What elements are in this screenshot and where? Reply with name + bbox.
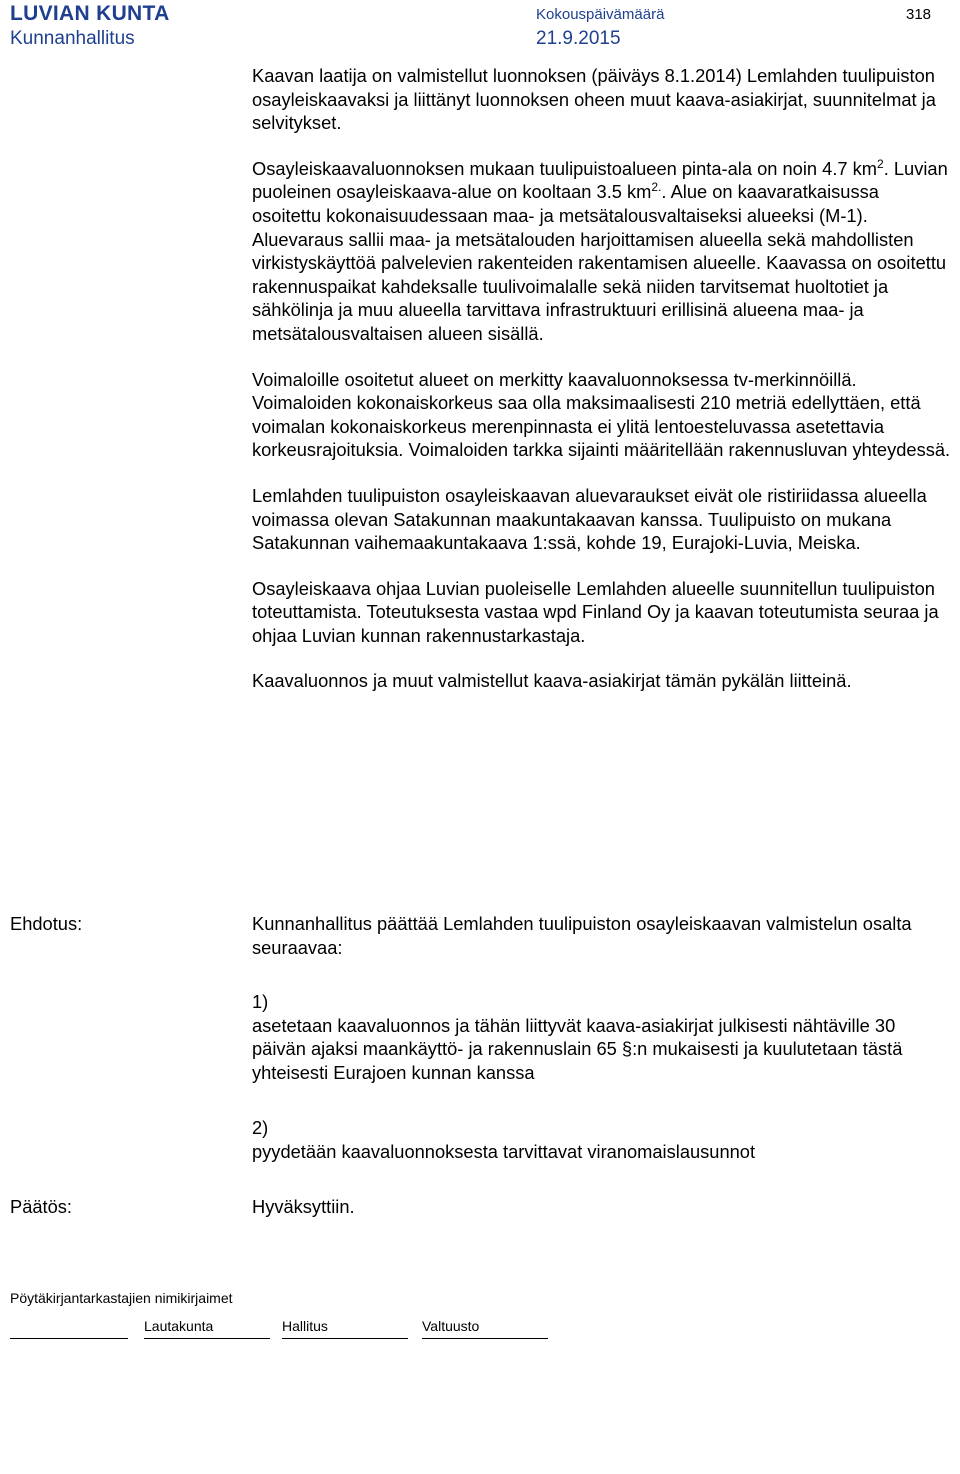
proposal-item-2-text: pyydetään kaavaluonnoksesta tarvittavat viranomaislausunnot <box>252 1140 756 1162</box>
paragraph-attachments: Kaavaluonnos ja muut valmistellut kaava-asiakirjat tämän pykälän liitteinä. <box>252 670 852 692</box>
page-number: 318 <box>906 6 932 23</box>
signature-line-4 <box>422 1338 548 1339</box>
organization-name: LUVIAN KUNTA <box>10 2 170 25</box>
proposal-intro: Kunnanhallitus päättää Lemlahden tuulipuiston osayleiskaavan valmistelun osalta seuraavaa: <box>252 913 912 958</box>
area-text-b: . Luvian puoleinen osayleiskaava-alue on kooltaan 3.5 km <box>252 157 948 203</box>
paragraph-area <box>252 157 952 346</box>
paragraph-regional-plan: Lemlahden tuulipuiston osayleiskaavan aluevaraukset eivät ole ristiriidassa alueella voimassa olevan Satakunnan maakuntakaavan kanssa. Tuulipuisto on mukana Satakunnan vaihemaakuntakaava 1:ssä, kohde 19, Eurajoki-Luvia, Meiska. <box>252 484 927 554</box>
signature-col-council: Valtuusto <box>422 1318 480 1334</box>
area-text-a: Osayleiskaavaluonnoksen mukaan tuulipuistoalueen pinta-ala on noin 4.7 km <box>252 157 878 179</box>
signature-col-government: Hallitus <box>282 1318 328 1334</box>
paragraph-implementation: Osayleiskaava ohjaa Luvian puoleiselle Lemlahden alueelle suunnitellun tuulipuiston toteuttamista. Toteutuksesta vastaa wpd Finland Oy ja kaavan toteutumista seuraa ja ohjaa Luvian kunnan rakennustarkastaja. <box>252 577 939 646</box>
body-name: Kunnanhallitus <box>10 28 135 49</box>
meeting-date-label: Kokouspäivämäärä <box>536 6 665 23</box>
signature-line-2 <box>144 1338 270 1339</box>
decision-label: Päätös: <box>10 1196 72 1217</box>
decision-text <box>252 1195 952 1219</box>
main-content <box>252 64 952 693</box>
signature-col-board: Lautakunta <box>144 1318 214 1334</box>
proposal-item-1-text: asetetaan kaavaluonnos ja tähän liittyvät kaava-asiakirjat julkisesti nähtäville 30 päivän ajaksi maankäyttö- ja rakennuslain 65 §:n mukaisesti ja kuulutetaan tästä yhteisesti Eurajoen kunnan kanssa <box>252 1014 903 1083</box>
paragraph-draft: Kaavan laatija on valmistellut luonnoksen (päiväys 8.1.2014) Lemlahden tuulipuiston osayleiskaavaksi ja liittänyt luonnoksen oheen muut kaava-asiakirjat, suunnitelmat ja selvitykset. <box>252 65 936 134</box>
decision-value: Hyväksyttiin. <box>252 1196 355 1217</box>
signature-title: Pöytäkirjantarkastajien nimikirjaimet <box>10 1290 233 1306</box>
area-sup-2: 2. <box>651 180 662 195</box>
proposal-item-1 <box>252 990 952 1084</box>
signature-line-3 <box>282 1338 408 1339</box>
proposal-item-2-number: 2) <box>252 1117 269 1138</box>
area-sup-1: 2 <box>877 156 884 171</box>
signature-line-1 <box>10 1338 128 1339</box>
proposal-item-2 <box>252 1116 952 1163</box>
paragraph-turbines: Voimaloille osoitetut alueet on merkitty kaavaluonnoksessa tv-merkinnöillä. Voimaloiden kokonaiskorkeus saa olla maksimaalisesti 210 metriä edellyttäen, että voimalan kokonaiskorkeus merenpinnasta ei ylitä lentoesteluvassa asetettavia korkeusrajoituksia. Voimaloiden tarkka sijainti määritellään rakennusluvan yhteydessä. <box>252 368 951 461</box>
proposal-label: Ehdotus: <box>10 913 83 934</box>
proposal-item-1-number: 1) <box>252 991 269 1012</box>
meeting-date: 21.9.2015 <box>536 28 621 49</box>
proposal-text <box>252 912 952 959</box>
area-text-c: . Alue on kaavaratkaisussa osoitettu kokonaisuudessaan maa- ja metsätalousvaltaiseksi alueeksi (M-1). Aluevaraus sallii maa- ja metsätalouden harjoittamisen alueella sekä mahdollisten virkistyskäyttöä palvelevien rakenteiden rakentamisen alueelle. Kaavassa on osoitettu rakennuspaikat kahdeksalle tuulivoimalalle sekä niiden tarvitsemat huoltotiet ja sähkölinja ja muu alueella tarvittava infrastruktuuri erillisinä alueena maa- ja metsätalousvaltaisen alueen sisällä. <box>252 181 947 344</box>
